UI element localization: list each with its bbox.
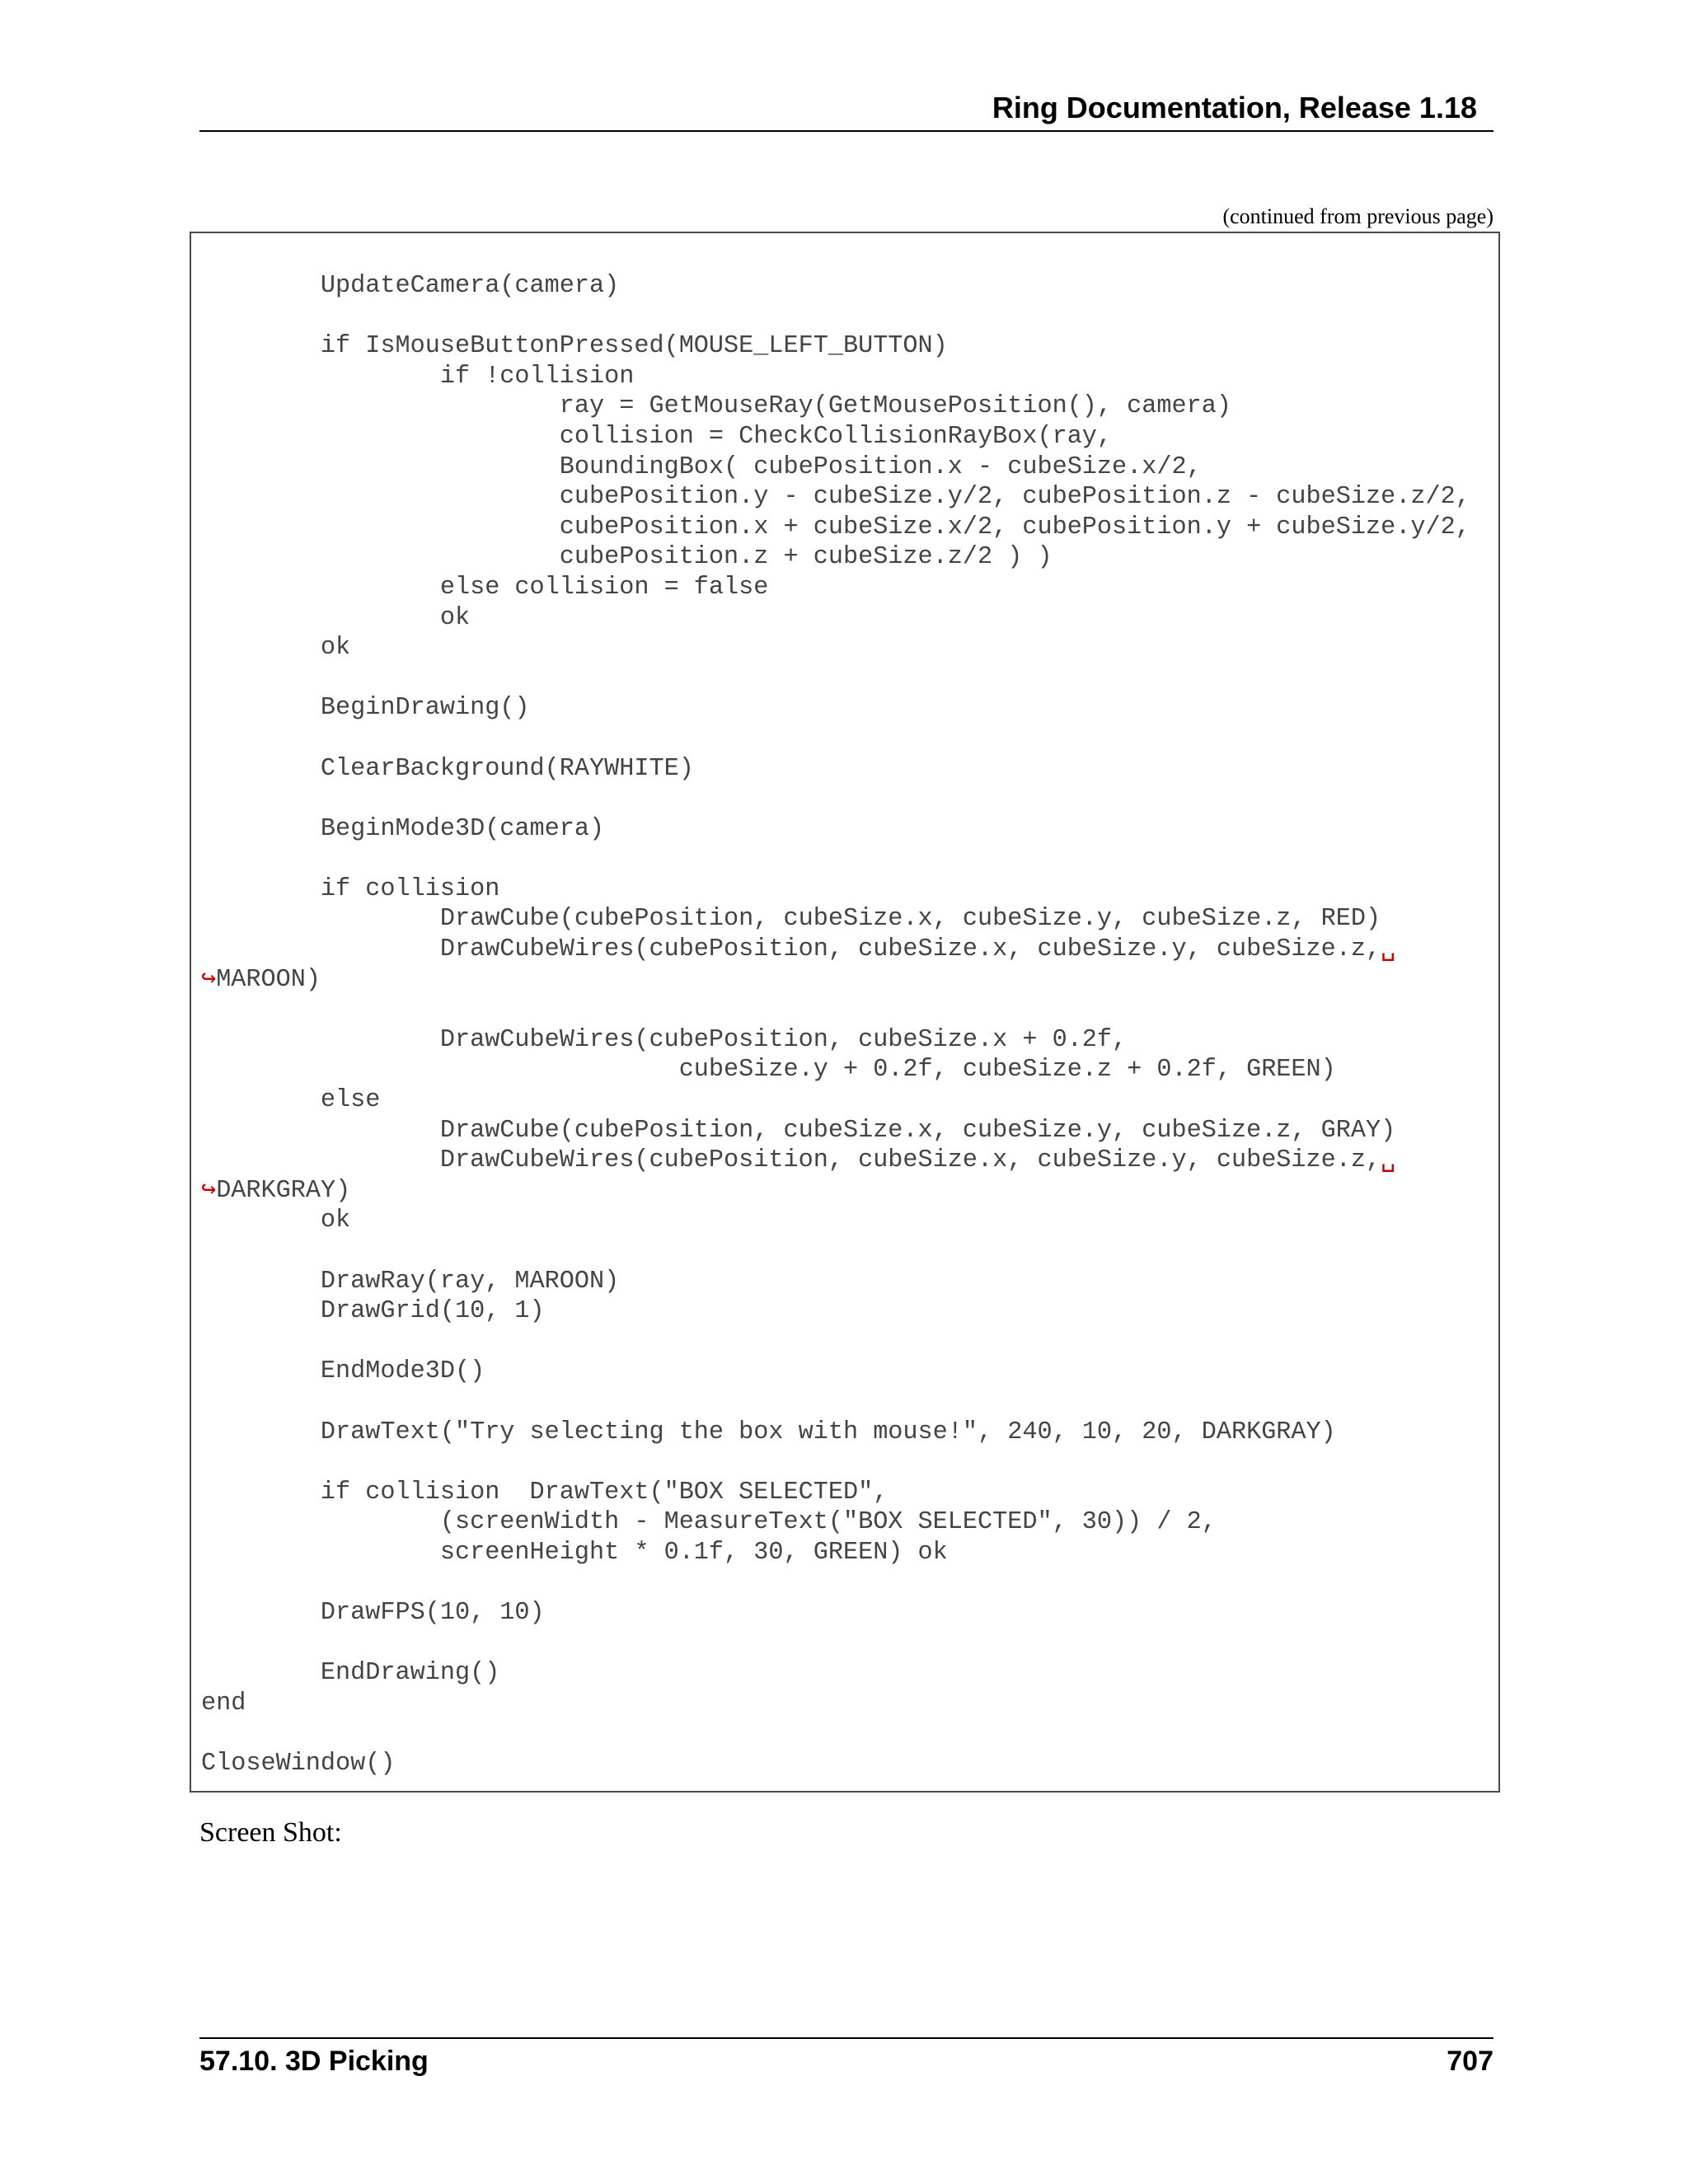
- code-text: MAROON): [216, 965, 321, 994]
- code-line: DrawFPS(10, 10): [201, 1599, 545, 1628]
- code-line: [201, 663, 1470, 694]
- code-line: DrawCube(cubePosition, cubeSize.x, cubeSize.y, cubeSize.z, RED): [201, 905, 1381, 934]
- code-line: DrawCubeWires(cubePosition, cubeSize.x + 0.2f,: [201, 1025, 1128, 1054]
- code-line: DrawText("Try selecting the box with mouse!", 240, 10, 20, DARKGRAY): [201, 1418, 1336, 1446]
- code-line: screenHeight * 0.1f, 30, GREEN) ok: [201, 1538, 948, 1567]
- code-line: ClearBackground(RAYWHITE): [201, 754, 694, 783]
- code-line: [201, 1327, 1470, 1357]
- code-line: if collision DrawText("BOX SELECTED",: [201, 1478, 889, 1507]
- code-line: CloseWindow(): [201, 1750, 396, 1779]
- code-text: DrawCubeWires(cubePosition, cubeSize.x, cubeSize.y, cubeSize.z,: [201, 935, 1381, 964]
- code-line: cubePosition.z + cubeSize.z/2 ) ): [201, 543, 1053, 572]
- code-line: cubePosition.x + cubeSize.x/2, cubePosition.y + cubeSize.y/2,: [201, 513, 1470, 541]
- code-line-continuation: [201, 1176, 1470, 1207]
- code-line: BeginDrawing(): [201, 694, 530, 723]
- code-line: UpdateCamera(camera): [201, 272, 620, 300]
- code-line: BeginMode3D(camera): [201, 814, 605, 843]
- code-line-continuation: [201, 965, 1470, 996]
- wrap-space-marker: ␣: [1381, 1146, 1396, 1175]
- code-line: else collision = false: [201, 573, 769, 602]
- wrap-arrow-marker: ↪: [201, 1176, 217, 1205]
- wrap-arrow-marker: ↪: [201, 965, 217, 994]
- code-line: [201, 724, 1470, 754]
- code-line: [201, 1387, 1470, 1418]
- running-header-title: Ring Documentation, Release 1.18: [992, 91, 1477, 124]
- code-line: if IsMouseButtonPressed(MOUSE_LEFT_BUTTON): [201, 332, 948, 361]
- code-text: DrawCubeWires(cubePosition, cubeSize.x, cubeSize.y, cubeSize.z,: [201, 1146, 1381, 1175]
- screen-shot-label: Screen Shot:: [199, 1817, 342, 1848]
- code-line: ok: [201, 634, 351, 663]
- code-line: ray = GetMouseRay(GetMousePosition(), camera): [201, 392, 1231, 421]
- header-divider: [199, 130, 1493, 132]
- code-line: collision = CheckCollisionRayBox(ray,: [201, 422, 1113, 451]
- footer-section-title: 57.10. 3D Picking: [199, 2046, 429, 2077]
- code-line: EndDrawing(): [201, 1659, 500, 1688]
- code-line: (screenWidth - MeasureText("BOX SELECTED", 30)) / 2,: [201, 1508, 1217, 1537]
- continued-from-previous-label: (continued from previous page): [1222, 204, 1493, 228]
- code-text: DARKGRAY): [216, 1176, 351, 1205]
- code-listing: [201, 271, 1470, 1779]
- code-line: DrawRay(ray, MAROON): [201, 1267, 620, 1296]
- code-line: ok: [201, 603, 471, 632]
- code-line: [201, 844, 1470, 874]
- code-line: if !collision: [201, 362, 635, 391]
- code-line: [201, 1719, 1470, 1750]
- code-line: cubePosition.y - cubeSize.y/2, cubePosition.z - cubeSize.z/2,: [201, 483, 1470, 512]
- code-line: [201, 302, 1470, 332]
- code-line: [201, 1236, 1470, 1267]
- code-line: [201, 1447, 1470, 1478]
- code-line: [201, 1629, 1470, 1659]
- code-line: [201, 1568, 1470, 1599]
- code-line: end: [201, 1689, 246, 1718]
- code-line: ok: [201, 1207, 351, 1235]
- code-line: DrawGrid(10, 1): [201, 1297, 545, 1326]
- footer-divider: [199, 2037, 1493, 2039]
- code-block: [190, 232, 1500, 1793]
- code-line: DrawCube(cubePosition, cubeSize.x, cubeSize.y, cubeSize.z, GRAY): [201, 1116, 1396, 1145]
- wrap-space-marker: ␣: [1381, 935, 1396, 964]
- code-line: if collision: [201, 874, 500, 903]
- code-line-wrapped: [201, 935, 1470, 965]
- code-line-wrapped: [201, 1146, 1470, 1176]
- code-line: EndMode3D(): [201, 1357, 485, 1386]
- code-line: else: [201, 1086, 381, 1115]
- code-line: [201, 995, 1470, 1025]
- code-line: [201, 784, 1470, 814]
- code-line: cubeSize.y + 0.2f, cubeSize.z + 0.2f, GREEN): [201, 1056, 1336, 1085]
- code-line: BoundingBox( cubePosition.x - cubeSize.x/2,: [201, 452, 1202, 481]
- page-number: 707: [1447, 2046, 1493, 2077]
